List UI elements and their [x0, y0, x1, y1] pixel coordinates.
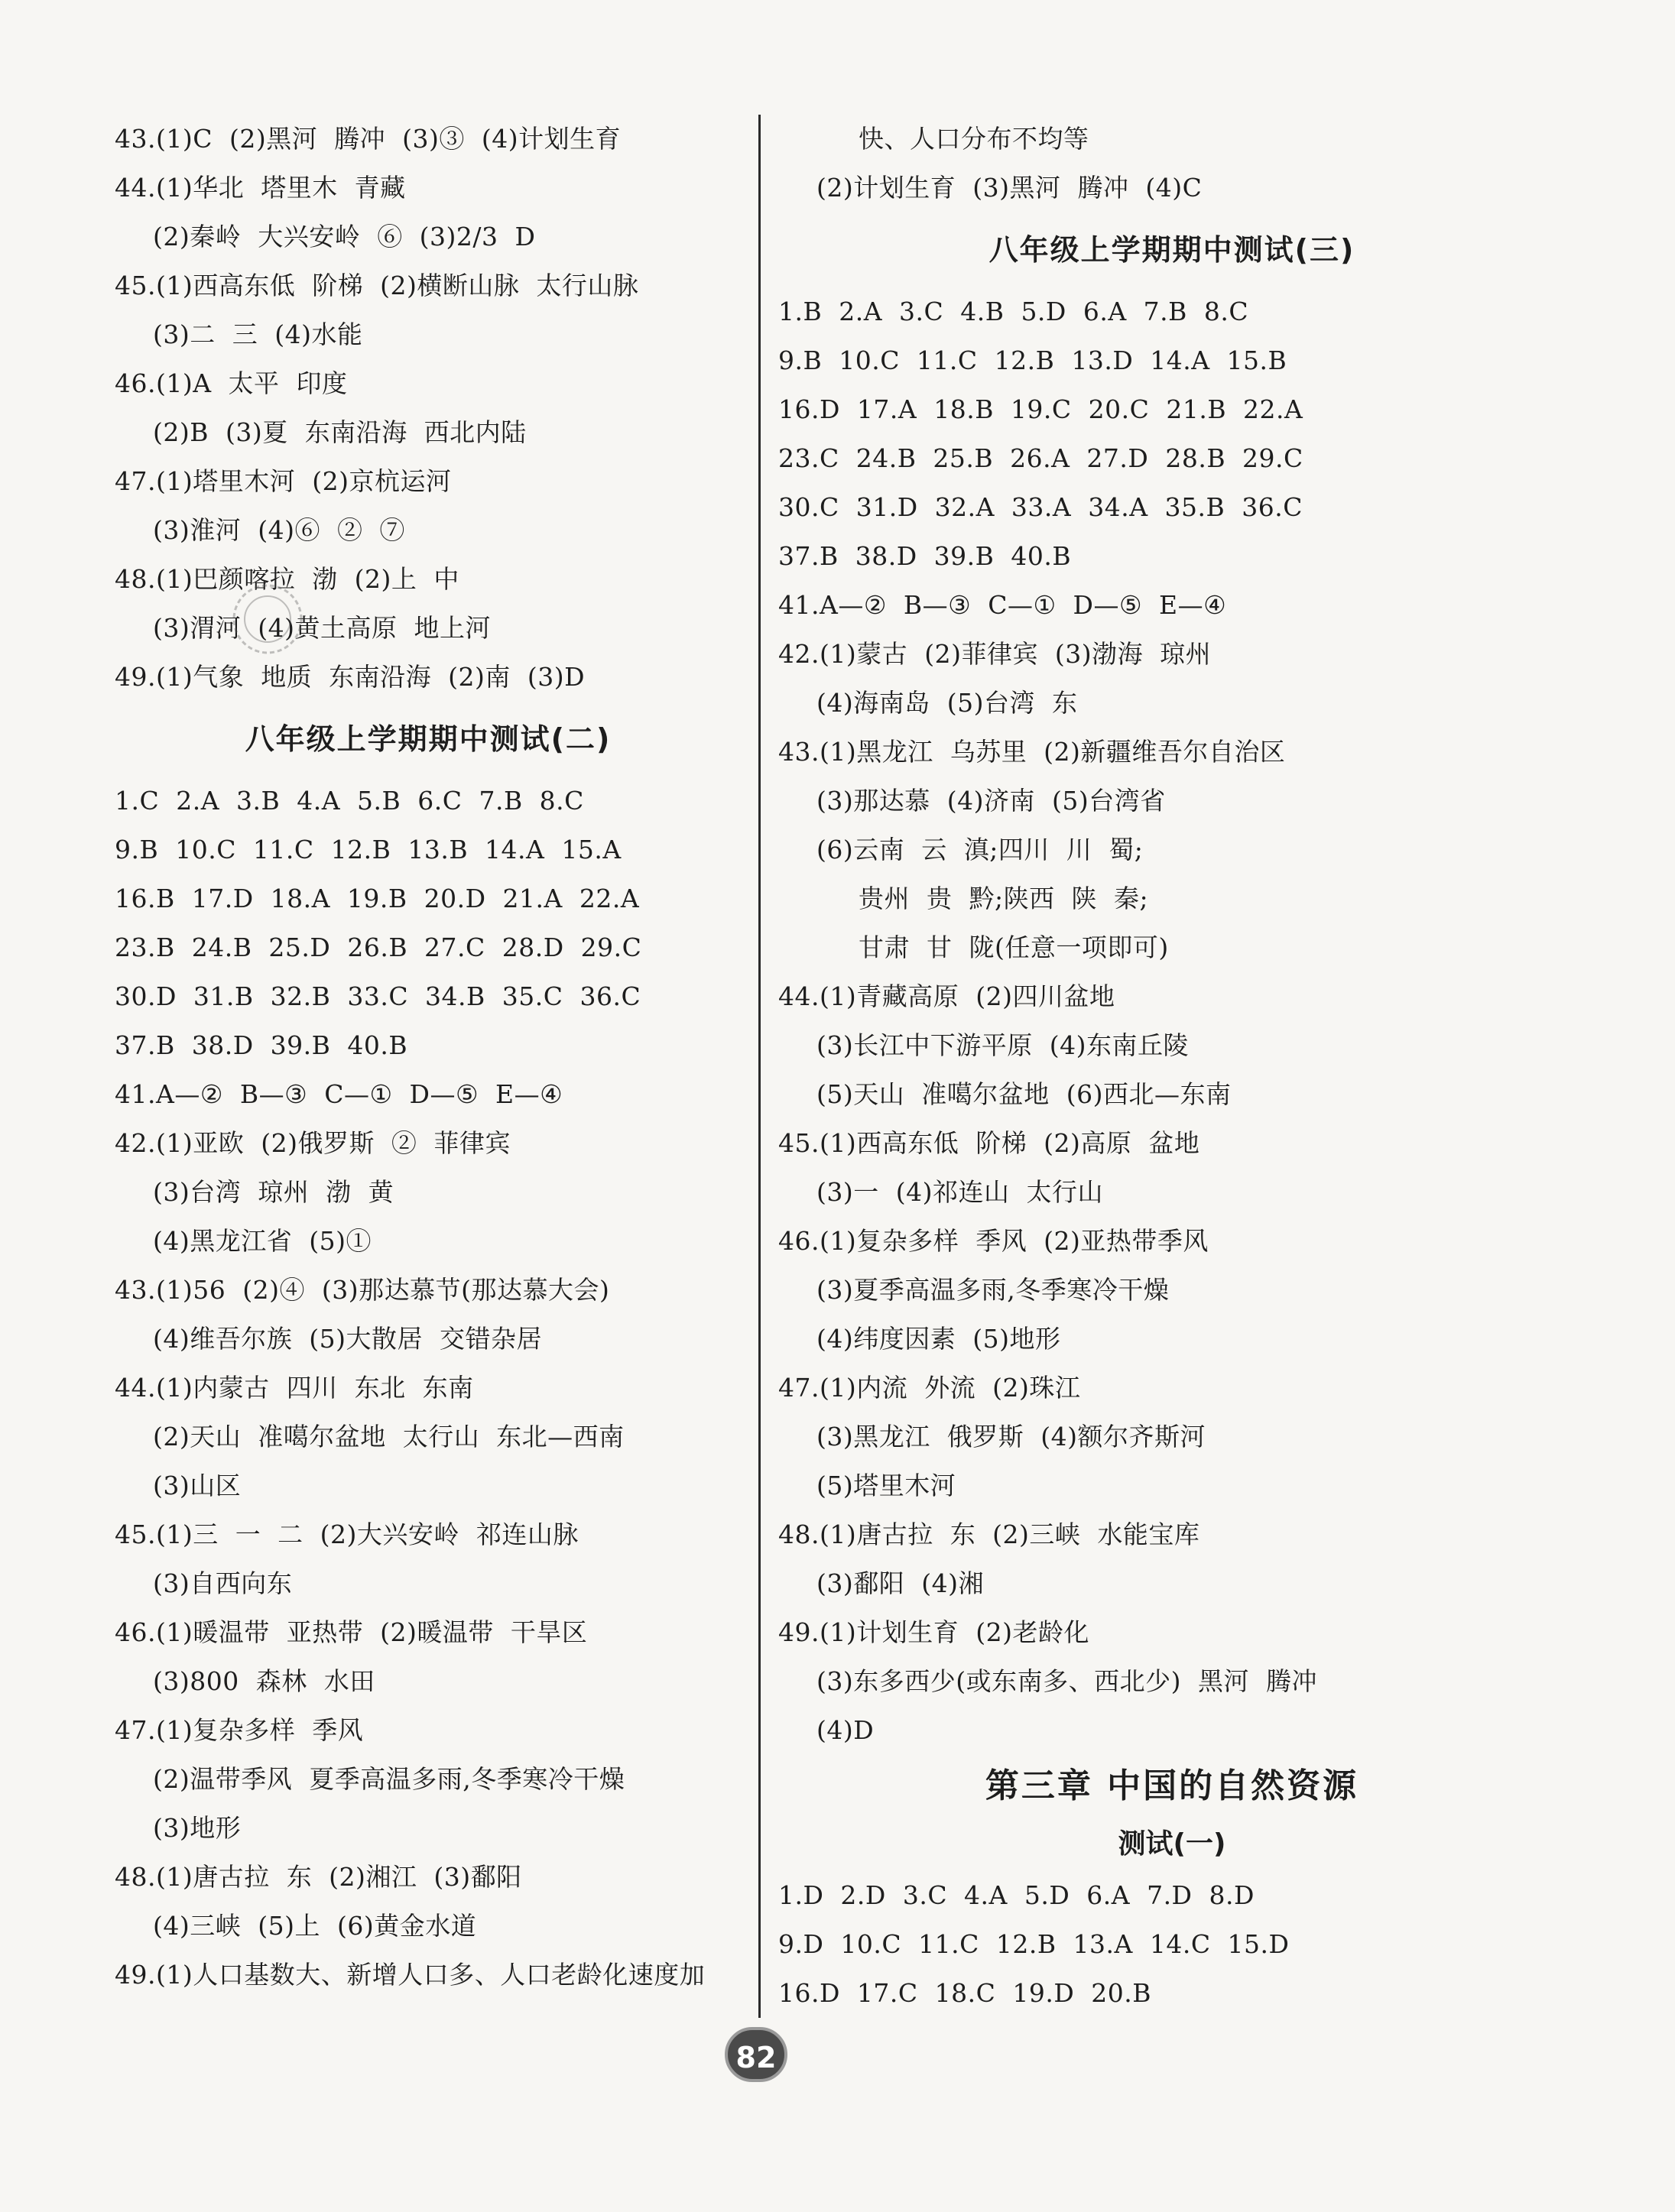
answer-line: 42.(1)亚欧 (2)俄罗斯 ② 菲律宾 [115, 1128, 511, 1158]
answer-line: 甘肃 甘 陇(任意一项即可) [859, 932, 1169, 962]
answer-line: (2)天山 准噶尔盆地 太行山 东北—西南 [153, 1422, 625, 1451]
answer-line: 9.B 10.C 11.C 12.B 13.D 14.A 15.B [778, 345, 1287, 375]
answer-line: 1.B 2.A 3.C 4.B 5.D 6.A 7.B 8.C [778, 297, 1249, 326]
answer-line: (3)渭河 (4)黄土高原 地上河 [153, 613, 491, 643]
answer-line: 23.C 24.B 25.B 26.A 27.D 28.B 29.C [778, 443, 1303, 473]
answer-line: 45.(1)西高东低 阶梯 (2)横断山脉 太行山脉 [115, 271, 639, 300]
answer-line: 47.(1)塔里木河 (2)京杭运河 [115, 466, 452, 496]
answer-line: (5)天山 准噶尔盆地 (6)西北—东南 [816, 1079, 1232, 1109]
answer-line: (3)鄱阳 (4)湘 [816, 1568, 984, 1598]
answer-line: (3)800 森林 水田 [153, 1666, 375, 1696]
chapter-title: 第三章 中国的自然资源 [985, 1766, 1359, 1805]
answer-line: 44.(1)内蒙古 四川 东北 东南 [115, 1373, 474, 1403]
answer-line: 43.(1)C (2)黑河 腾冲 (3)③ (4)计划生育 [115, 124, 622, 154]
answer-line: (3)淮河 (4)⑥ ② ⑦ [153, 515, 405, 545]
answer-line: (5)塔里木河 [816, 1471, 956, 1500]
answer-line: 44.(1)青藏高原 (2)四川盆地 [778, 981, 1115, 1011]
answer-line: 47.(1)内流 外流 (2)珠江 [778, 1373, 1081, 1403]
answer-line: 41.A—② B—③ C—① D—⑤ E—④ [115, 1079, 563, 1109]
answer-line: 9.D 10.C 11.C 12.B 13.A 14.C 15.D [778, 1929, 1290, 1959]
answer-line: (4)维吾尔族 (5)大散居 交错杂居 [153, 1324, 542, 1354]
answer-line: 1.C 2.A 3.B 4.A 5.B 6.C 7.B 8.C [115, 786, 584, 816]
answer-line: 47.(1)复杂多样 季风 [115, 1715, 364, 1745]
faded-stamp-icon [229, 581, 306, 657]
answer-line: (2)B (3)夏 东南沿海 西北内陆 [153, 417, 527, 447]
answer-line: 46.(1)A 太平 印度 [115, 368, 348, 398]
answer-line: 43.(1)56 (2)④ (3)那达慕节(那达慕大会) [115, 1275, 610, 1305]
page-number-badge: 82 [725, 2027, 787, 2082]
answer-line: 快、人口分布不均等 [859, 124, 1089, 154]
section-title: 八年级上学期期中测试(三) [988, 233, 1355, 267]
answer-line: 45.(1)三 一 二 (2)大兴安岭 祁连山脉 [115, 1520, 579, 1549]
answer-line: 43.(1)黑龙江 乌苏里 (2)新疆维吾尔自治区 [778, 737, 1286, 767]
answer-line: 45.(1)西高东低 阶梯 (2)高原 盆地 [778, 1128, 1200, 1158]
answer-line: 贵州 贵 黔;陕西 陕 秦; [859, 884, 1149, 913]
answer-line: 16.D 17.A 18.B 19.C 20.C 21.B 22.A [778, 394, 1303, 424]
answer-line: (3)二 三 (4)水能 [153, 319, 363, 349]
answer-line: 49.(1)气象 地质 东南沿海 (2)南 (3)D [115, 662, 586, 692]
answer-line: 42.(1)蒙古 (2)菲律宾 (3)渤海 琼州 [778, 639, 1212, 669]
answer-line: 48.(1)巴颜喀拉 渤 (2)上 中 [115, 564, 459, 594]
answer-line: 37.B 38.D 39.B 40.B [778, 541, 1072, 571]
answer-line: 9.B 10.C 11.C 12.B 13.B 14.A 15.A [115, 835, 622, 864]
answer-line: 1.D 2.D 3.C 4.A 5.D 6.A 7.D 8.D [778, 1880, 1255, 1910]
answer-line: 49.(1)人口基数大、新增人口多、人口老龄化速度加 [115, 1960, 706, 1990]
answer-line: (4)纬度因素 (5)地形 [816, 1324, 1061, 1354]
answer-line: (4)海南岛 (5)台湾 东 [816, 688, 1078, 718]
answer-line: (3)自西向东 [153, 1568, 293, 1598]
column-divider [758, 115, 761, 2018]
answer-line: (3)东多西少(或东南多、西北少) 黑河 腾冲 [816, 1666, 1317, 1696]
answer-line: (2)秦岭 大兴安岭 ⑥ (3)2/3 D [153, 222, 536, 251]
answer-line: (2)计划生育 (3)黑河 腾冲 (4)C [816, 173, 1203, 203]
left-answer-column [115, 115, 742, 2000]
answer-line: (4)黑龙江省 (5)① [153, 1226, 372, 1256]
answer-line: (4)D [816, 1715, 875, 1745]
answer-line: (3)长江中下游平原 (4)东南丘陵 [816, 1030, 1189, 1060]
answer-line: 16.D 17.C 18.C 19.D 20.B [778, 1978, 1151, 2008]
answer-line: 44.(1)华北 塔里木 青藏 [115, 173, 406, 203]
answer-line: 30.C 31.D 32.A 33.A 34.A 35.B 36.C [778, 492, 1303, 522]
answer-line: 23.B 24.B 25.D 26.B 27.C 28.D 29.C [115, 932, 642, 962]
answer-line: 16.B 17.D 18.A 19.B 20.D 21.A 22.A [115, 884, 640, 913]
right-answer-column [778, 115, 1566, 2018]
answer-line: (3)山区 [153, 1471, 242, 1500]
answer-line: 46.(1)暖温带 亚热带 (2)暖温带 干旱区 [115, 1617, 588, 1647]
answer-line: (6)云南 云 滇;四川 川 蜀; [816, 835, 1144, 864]
answer-line: (3)那达慕 (4)济南 (5)台湾省 [816, 786, 1166, 816]
section-title: 八年级上学期期中测试(二) [245, 722, 612, 756]
answer-line: (2)温带季风 夏季高温多雨,冬季寒冷干燥 [153, 1764, 625, 1794]
test-subtitle: 测试(一) [1118, 1828, 1226, 1860]
answer-line: 49.(1)计划生育 (2)老龄化 [778, 1617, 1089, 1647]
answer-line: 48.(1)唐古拉 东 (2)湘江 (3)鄱阳 [115, 1862, 522, 1892]
answer-line: 41.A—② B—③ C—① D—⑤ E—④ [778, 590, 1227, 620]
answer-line: (3)黑龙江 俄罗斯 (4)额尔齐斯河 [816, 1422, 1206, 1451]
answer-line: 48.(1)唐古拉 东 (2)三峡 水能宝库 [778, 1520, 1200, 1549]
answer-line: 30.D 31.B 32.B 33.C 34.B 35.C 36.C [115, 981, 641, 1011]
answer-line: 37.B 38.D 39.B 40.B [115, 1030, 408, 1060]
answer-line: (3)夏季高温多雨,冬季寒冷干燥 [816, 1275, 1170, 1305]
answer-line: (3)一 (4)祁连山 太行山 [816, 1177, 1103, 1207]
answer-line: (3)地形 [153, 1813, 242, 1843]
answer-line: 46.(1)复杂多样 季风 (2)亚热带季风 [778, 1226, 1209, 1256]
answer-line: (4)三峡 (5)上 (6)黄金水道 [153, 1911, 477, 1941]
answer-line: (3)台湾 琼州 渤 黄 [153, 1177, 394, 1207]
